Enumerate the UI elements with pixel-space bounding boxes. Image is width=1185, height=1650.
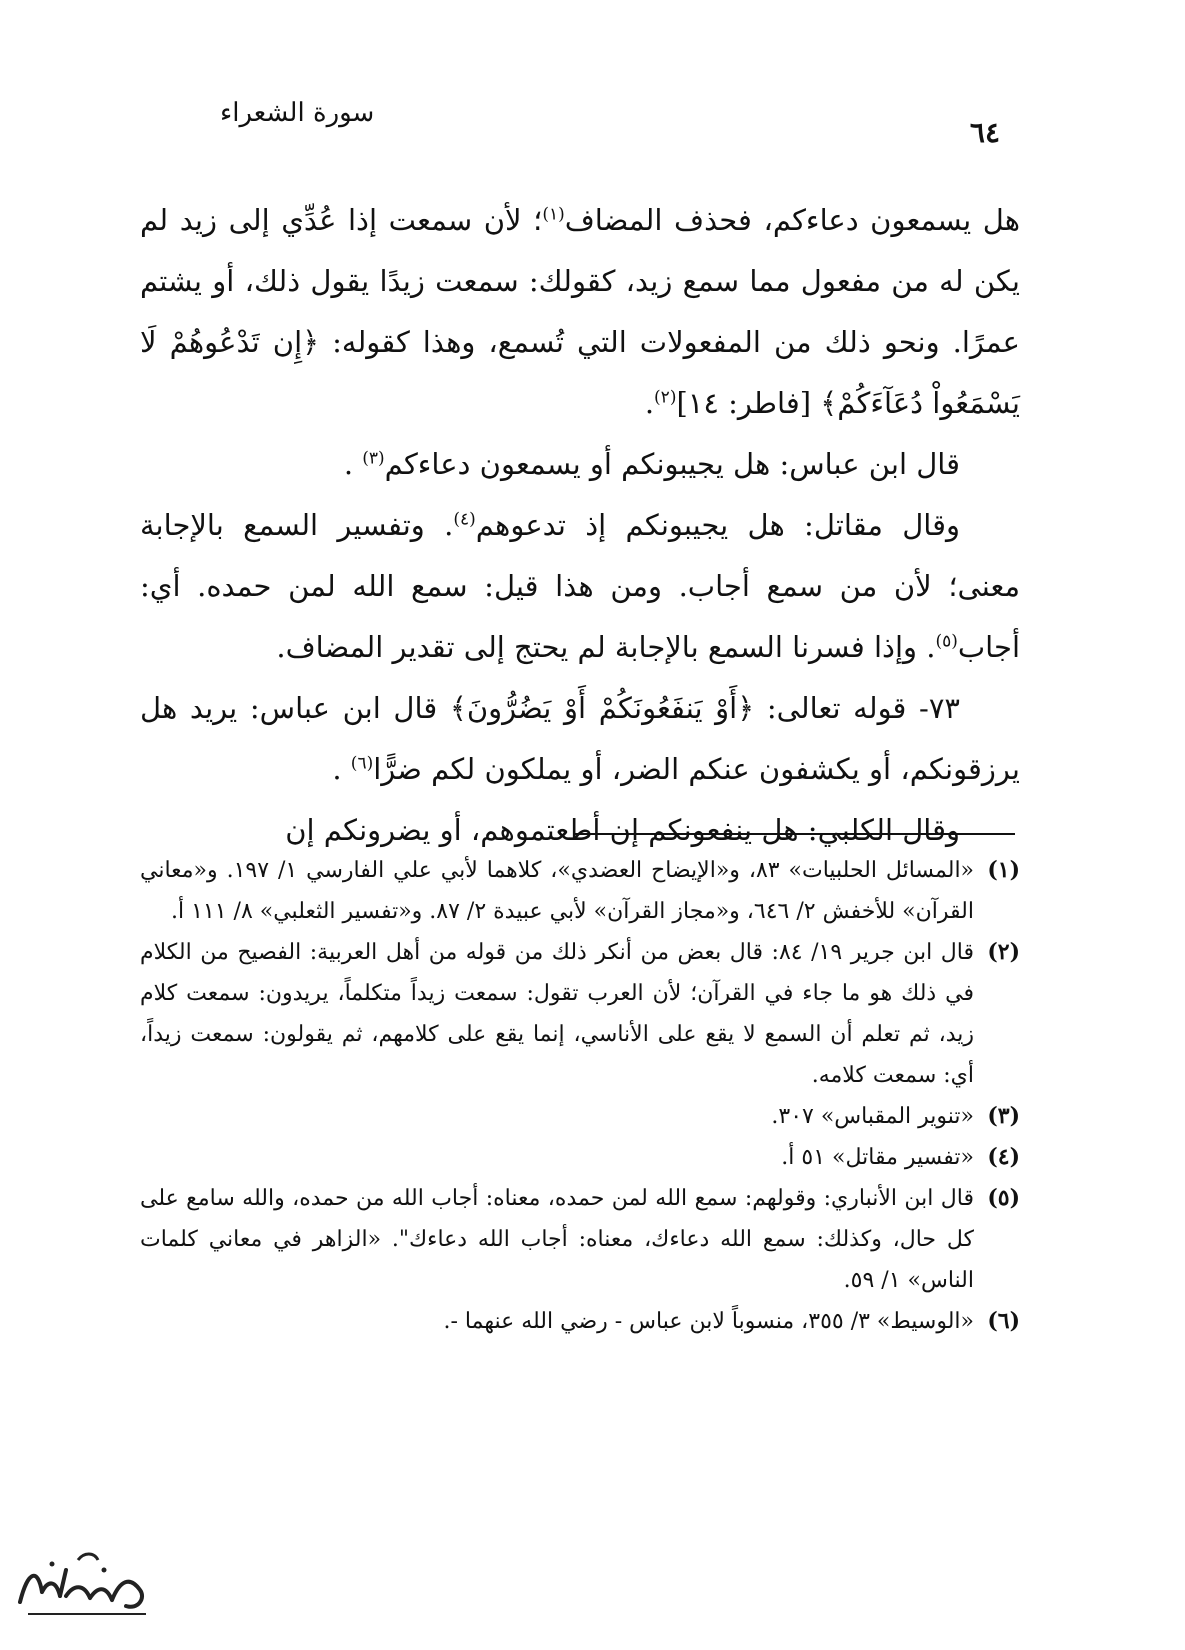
text-run: . وتفسير السمع بالإجابة معنى؛ لأن من سمع أجاب. ومن هذا قيل: سمع الله لمن حمده. أي: أجاب <box>140 508 1020 664</box>
footnote-ref: (٥) <box>935 631 958 652</box>
text-run: . <box>332 752 351 786</box>
footnote-text: قال ابن الأنباري: وقولهم: سمع الله لمن حمده، معناه: أجاب الله من حمده، والله سامع على كل حال، وكذلك: سمع الله دعاءك، معناه: أجاب الله دعاءك". «الزاهر في معاني كلمات الناس» ١/ ٥٩. <box>140 1186 974 1293</box>
verse-citation: [فاطر: ١٤] <box>676 386 821 420</box>
text-run: وقال مقاتل: هل يجيبونكم إذ تدعوهم <box>475 508 960 542</box>
footnote-number: (٢) <box>987 939 1020 965</box>
text-run: ؛ لأن سمعت إذا عُدِّي إلى زيد لم يكن له من مفعول مما سمع زيد، كقولك: سمعت زيدًا يقول ذلك، أو يشتم عمرًا. ونحو ذلك من المفعولات التي تُسمع، وهذا كقوله: <box>140 203 1020 359</box>
text-run: . <box>343 447 363 481</box>
page-header <box>200 98 1000 158</box>
running-title: سورة الشعراء <box>220 98 375 128</box>
footnotes <box>140 850 1020 1342</box>
footnote-ref: (٣) <box>362 448 385 469</box>
paragraph <box>140 190 1020 434</box>
quran-verse: ﴿إِن تَدْعُوهُمْ لَا يَسْمَعُواْ دُعَآءَكُمْ﴾ <box>140 325 1020 420</box>
page-number: ٦٤ <box>969 116 1000 149</box>
quran-verse: ﴿أَوْ يَنفَعُونَكُمْ أَوْ يَضُرُّونَ﴾ <box>449 691 755 725</box>
text-run: هل يسمعون دعاءكم، فحذف المضاف <box>564 203 1020 237</box>
text-run: . وإذا فسرنا السمع بالإجابة لم يحتج إلى تقدير المضاف. <box>276 630 936 664</box>
footnote <box>140 1178 1020 1301</box>
footnote-text: «الوسيط» ٣/ ٣٥٥، منسوباً لابن عباس - رضي الله عنهما -. <box>443 1309 974 1334</box>
text-run: قال ابن عباس: يريد هل يرزقونكم، أو يكشفون عنكم الضر، أو يملكون لكم ضرًّا <box>140 691 1020 786</box>
main-text <box>140 190 1020 861</box>
paragraph <box>140 434 1020 495</box>
footnote <box>140 932 1020 1096</box>
footnote-number: (٣) <box>987 1103 1020 1129</box>
text-run: . <box>644 386 655 420</box>
footnote <box>140 850 1020 932</box>
footnote-ref: (٦) <box>350 753 374 774</box>
footnote-text: «تنوير المقباس» ٣٠٧. <box>771 1104 974 1129</box>
text-run: ٧٣- قوله تعالى: <box>754 691 961 725</box>
footnote-number: (٦) <box>987 1308 1020 1334</box>
watermark-logo-icon <box>8 1540 158 1630</box>
footnote-number: (٥) <box>987 1185 1020 1211</box>
footnote-text: «المسائل الحلبيات» ٨٣، و«الإيضاح العضدي»، كلاهما لأبي علي الفارسي ١/ ١٩٧. و«معاني القرآن» للأخفش ٢/ ٦٤٦، و«مجاز القرآن» لأبي عبيدة ٢/ ٨٧. و«تفسير الثعلبي» ٨/ ١١١ أ. <box>140 858 975 924</box>
paragraph <box>140 678 1020 800</box>
footnote-number: (١) <box>987 857 1020 883</box>
footnote <box>140 1301 1020 1342</box>
footnote-ref: (٤) <box>453 509 476 530</box>
text-run: قال ابن عباس: هل يجيبونكم أو يسمعون دعاءكم <box>384 447 960 481</box>
footnote <box>140 1137 1020 1178</box>
footnote-text: قال ابن جرير ١٩/ ٨٤: قال بعض من أنكر ذلك من قوله من أهل العربية: الفصيح من الكلام في ذلك هو ما جاء في القرآن؛ لأن العرب تقول: سمعت زيداً متكلماً، يريدون: سمعت كلام زيد، ثم تعلم أن السمع لا يقع على الأناسي، إنما يقع على كلامهم، ثم يقولون: سمعت زيداً، أي: سمعت كلامه. <box>140 940 975 1088</box>
footnote-separator <box>575 833 1015 835</box>
footnote-text: «تفسير مقاتل» ٥١ أ. <box>781 1145 974 1170</box>
text-run: وقال الكلبي: هل ينفعونكم إن أطعتموهم، أو يضرونكم إن <box>285 813 960 847</box>
footnote-number: (٤) <box>987 1144 1020 1170</box>
paragraph <box>140 495 1020 678</box>
footnote-ref: (١) <box>542 204 565 225</box>
footnote-ref: (٢) <box>654 387 677 408</box>
footnote <box>140 1096 1020 1137</box>
